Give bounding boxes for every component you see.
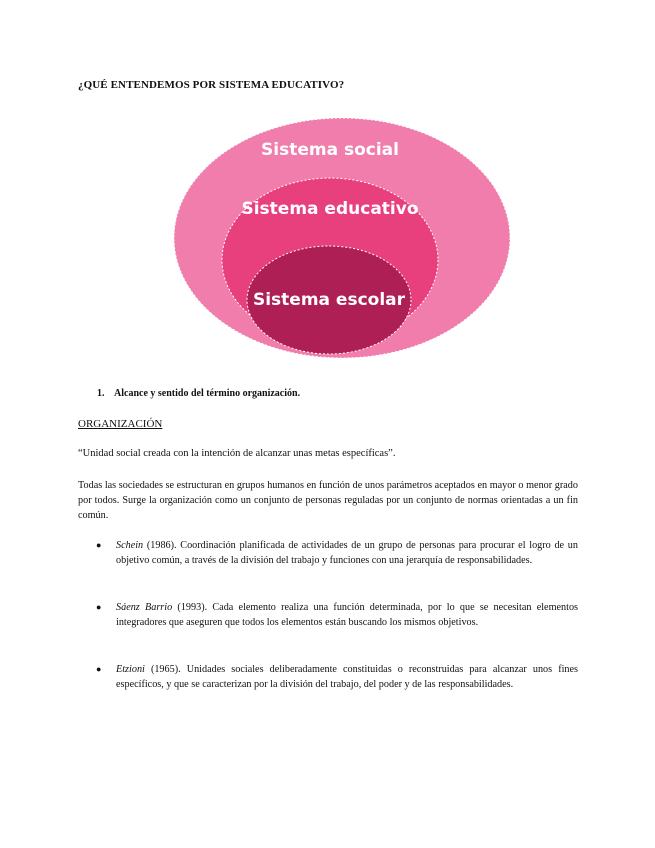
label-sistema-educativo: Sistema educativo [241, 199, 419, 219]
label-sistema-social: Sistema social [261, 140, 399, 160]
definition-quote: “Unidad social creada con la intención de alcanzar unas metas específicas”. [78, 448, 396, 459]
page-heading: ¿QUÉ ENTENDEMOS POR SISTEMA EDUCATIVO? [78, 79, 345, 91]
label-sistema-escolar: Sistema escolar [252, 290, 406, 310]
list-item [96, 662, 578, 692]
author-year: (1965). [144, 664, 187, 675]
definition-text: Coordinación planificada de actividades de un grupo de personas para procurar el logro de un objetivo común, a través de la división del trabajo y funciones con una jerarquía de responsabilidades. [116, 540, 578, 566]
author-year: (1993). [172, 602, 213, 613]
author-name: Sáenz Barrio [116, 602, 173, 613]
definition-text: Cada elemento realiza una función determinada, por lo que se necesitan elementos integradores que aseguren que todos los elementos están buscando los mismos objetivos. [116, 602, 578, 628]
author-name: Etzioni [116, 664, 145, 675]
section-title-text: Alcance y sentido del término organización. [114, 388, 301, 399]
definition-text: Unidades sociales deliberadamente constituidas o reconstruidas para alcanzar unos fines específicos, y que se caracterizan por la división del trabajo, del poder y de las responsabilidades. [116, 664, 578, 690]
bullet-icon: ● [96, 540, 102, 550]
section-title [97, 388, 300, 399]
section-number: 1. [97, 388, 105, 399]
list-item [96, 538, 578, 568]
author-name: Schein [116, 540, 144, 551]
bullet-icon: ● [96, 664, 102, 674]
author-year: (1986). [143, 540, 181, 551]
intro-paragraph: Todas las sociedades se estructuran en grupos humanos en función de unos parámetros aceptados en mayor o menor grado por todos. Surge la organización como un conjunto de personas reguladas por un conjunto de normas orientadas a un fin común. [78, 480, 578, 521]
subheading-organizacion: ORGANIZACIÓN [78, 418, 163, 430]
nested-systems-diagram [165, 110, 520, 365]
list-item [96, 600, 578, 630]
bullet-icon: ● [96, 602, 102, 612]
